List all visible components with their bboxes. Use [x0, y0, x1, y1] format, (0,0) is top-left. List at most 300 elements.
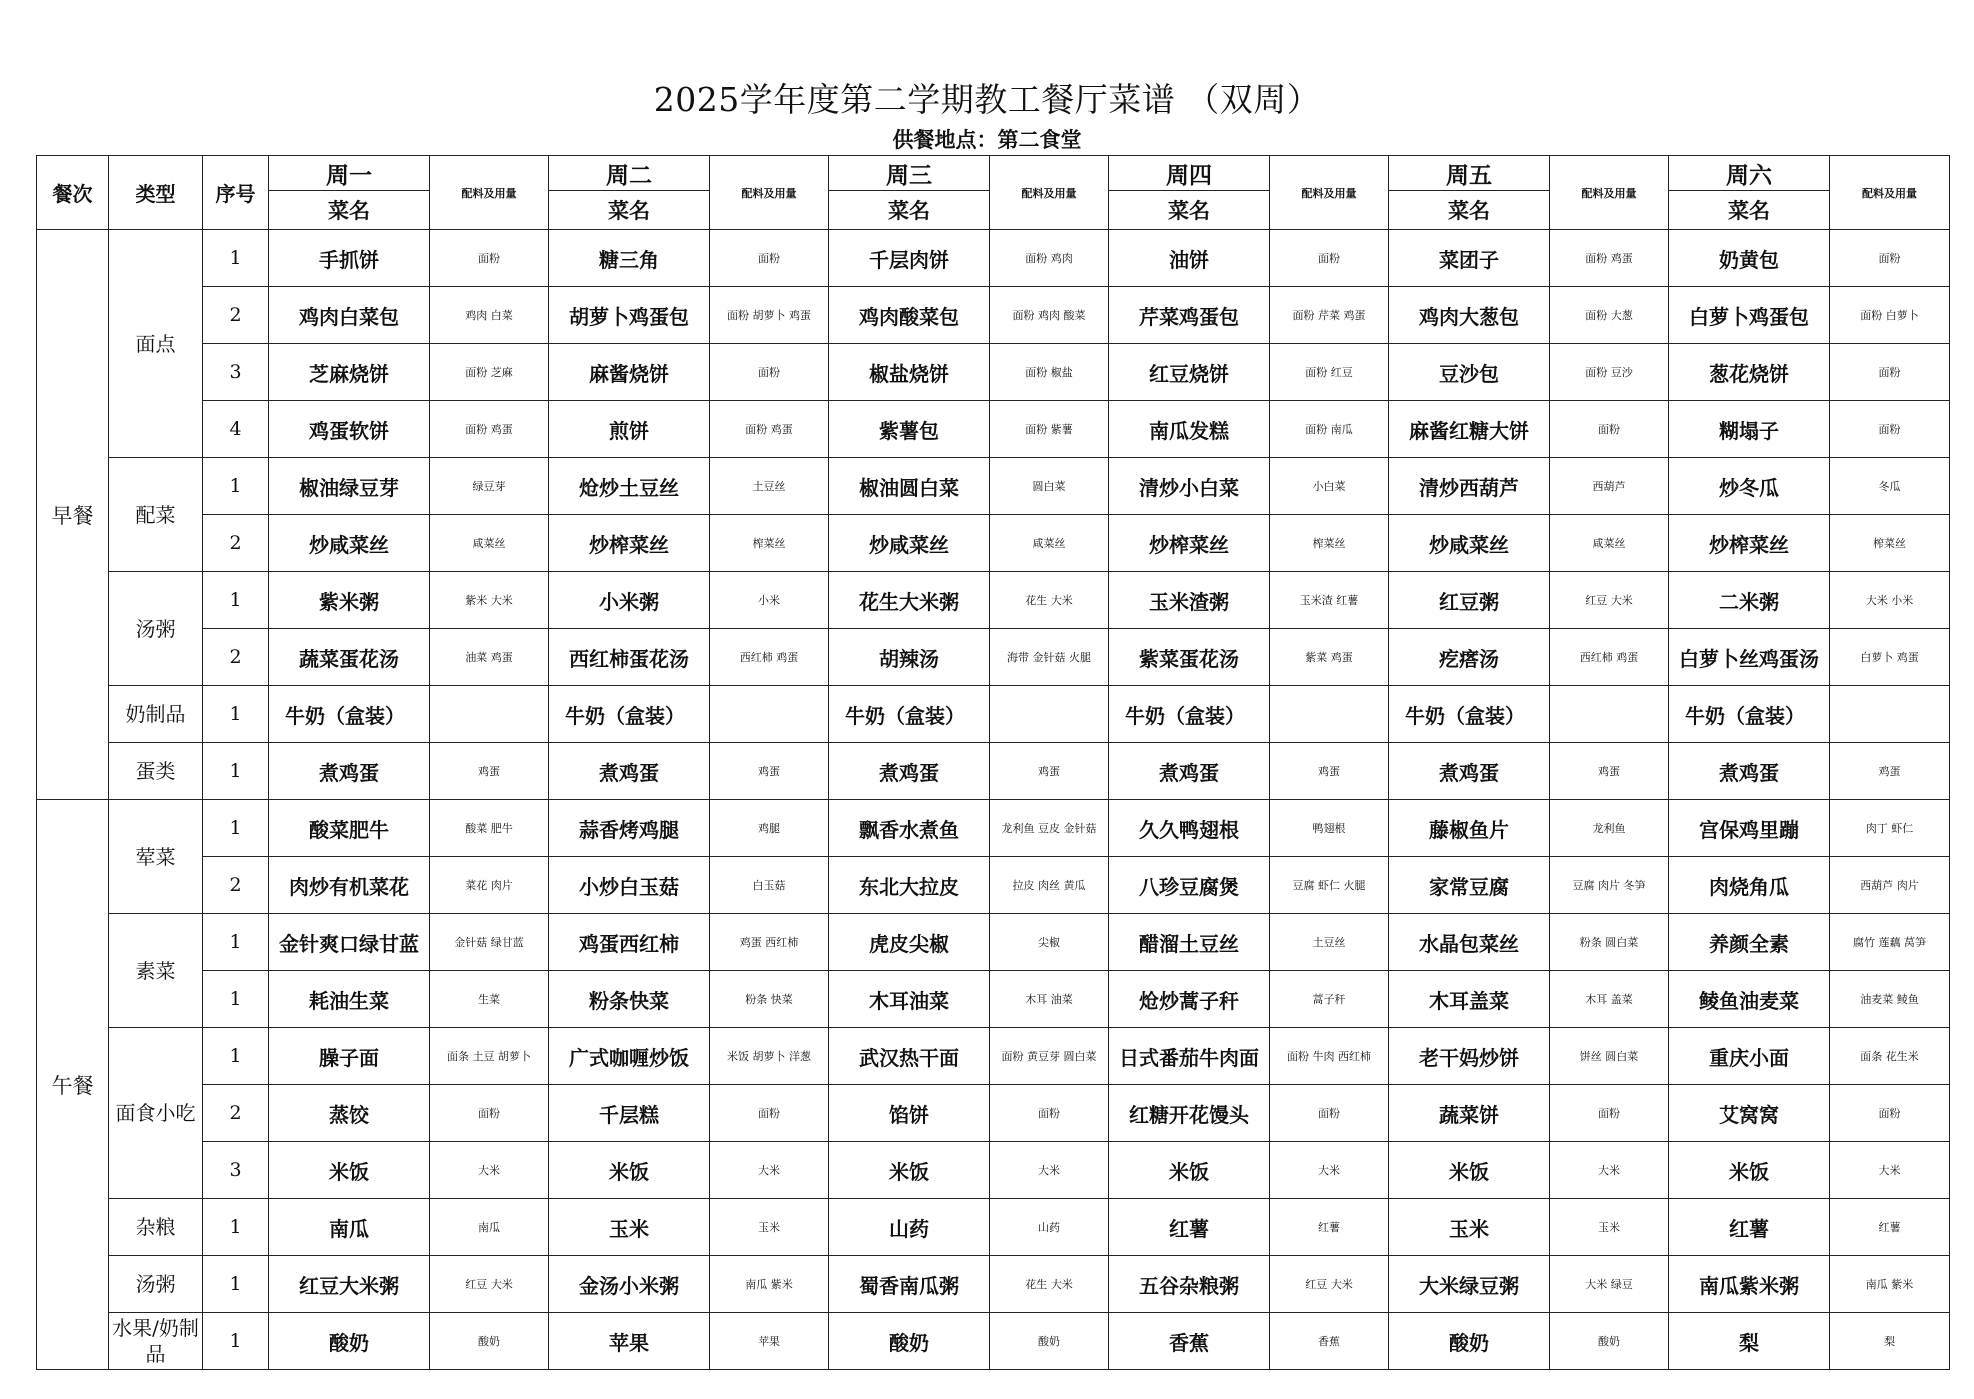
ingredients-wed: 面粉 紫薯: [990, 401, 1109, 458]
seq-number: 3: [203, 1142, 269, 1199]
ingredients-wed: 面粉: [990, 1085, 1109, 1142]
table-row: [37, 230, 1950, 287]
ingredients-wed: 花生 大米: [990, 1256, 1109, 1313]
ingredients-thu: 香蕉: [1270, 1313, 1389, 1370]
dish-name-tue: 小炒白玉菇: [549, 857, 710, 914]
ingredients-thu: 面粉: [1270, 230, 1389, 287]
dish-name-sat: 二米粥: [1669, 572, 1830, 629]
header-type: 类型: [109, 156, 203, 230]
dish-name-thu: 五谷杂粮粥: [1109, 1256, 1270, 1313]
dish-name-thu: 红薯: [1109, 1199, 1270, 1256]
dish-name-fri: 清炒西葫芦: [1389, 458, 1550, 515]
ingredients-tue: 榨菜丝: [710, 515, 829, 572]
ingredients-mon: 油菜 鸡蛋: [430, 629, 549, 686]
dish-name-tue: 麻酱烧饼: [549, 344, 710, 401]
dish-name-thu: 红糖开花馒头: [1109, 1085, 1270, 1142]
ingredients-fri: 木耳 盖菜: [1550, 971, 1669, 1028]
ingredients-tue: 面粉: [710, 1085, 829, 1142]
ingredients-thu: 土豆丝: [1270, 914, 1389, 971]
ingredients-thu: 大米: [1270, 1142, 1389, 1199]
header-row-days: [37, 156, 1950, 191]
dish-name-sat: 炒冬瓜: [1669, 458, 1830, 515]
dish-name-fri: 水晶包菜丝: [1389, 914, 1550, 971]
ingredients-sat: [1830, 686, 1950, 743]
dish-name-sat: 白萝卜丝鸡蛋汤: [1669, 629, 1830, 686]
dish-name-thu: 紫菜蛋花汤: [1109, 629, 1270, 686]
dish-name-thu: 油饼: [1109, 230, 1270, 287]
ingredients-sat: 梨: [1830, 1313, 1950, 1370]
dish-name-wed: 花生大米粥: [829, 572, 990, 629]
dish-name-wed: 山药: [829, 1199, 990, 1256]
dish-name-fri: 玉米: [1389, 1199, 1550, 1256]
table-row: [37, 914, 1950, 971]
dish-name-sat: 宫保鸡里蹦: [1669, 800, 1830, 857]
category-label: 水果/奶制品: [109, 1313, 203, 1370]
ingredients-mon: 紫米 大米: [430, 572, 549, 629]
seq-number: 3: [203, 344, 269, 401]
seq-number: 1: [203, 971, 269, 1028]
dish-name-mon: 椒油绿豆芽: [269, 458, 430, 515]
ingredients-sat: 冬瓜: [1830, 458, 1950, 515]
ingredients-fri: 龙利鱼: [1550, 800, 1669, 857]
dish-name-sat: 煮鸡蛋: [1669, 743, 1830, 800]
ingredients-sat: 面粉: [1830, 344, 1950, 401]
table-row: [37, 401, 1950, 458]
dish-name-sat: 鲮鱼油麦菜: [1669, 971, 1830, 1028]
dish-name-thu: 玉米渣粥: [1109, 572, 1270, 629]
ingredients-thu: 面粉 牛肉 西红柿: [1270, 1028, 1389, 1085]
dish-name-fri: 麻酱红糖大饼: [1389, 401, 1550, 458]
header-day-fri: 周五: [1389, 156, 1550, 191]
dish-name-sat: 米饭: [1669, 1142, 1830, 1199]
dish-name-thu: 炒榨菜丝: [1109, 515, 1270, 572]
category-label: 蛋类: [109, 743, 203, 800]
dish-name-sat: 白萝卜鸡蛋包: [1669, 287, 1830, 344]
dish-name-mon: 南瓜: [269, 1199, 430, 1256]
ingredients-mon: 面粉: [430, 1085, 549, 1142]
ingredients-thu: 小白菜: [1270, 458, 1389, 515]
ingredients-wed: 花生 大米: [990, 572, 1109, 629]
ingredients-thu: 面粉 南瓜: [1270, 401, 1389, 458]
seq-number: 4: [203, 401, 269, 458]
seq-number: 2: [203, 629, 269, 686]
ingredients-fri: [1550, 686, 1669, 743]
ingredients-fri: 饼丝 圆白菜: [1550, 1028, 1669, 1085]
header-ingredient-thu: 配料及用量: [1270, 156, 1389, 230]
dish-name-wed: 武汉热干面: [829, 1028, 990, 1085]
ingredients-fri: 大米: [1550, 1142, 1669, 1199]
ingredients-tue: 鸡蛋 西红柿: [710, 914, 829, 971]
ingredients-mon: 红豆 大米: [430, 1256, 549, 1313]
dish-name-sat: 奶黄包: [1669, 230, 1830, 287]
dish-name-sat: 梨: [1669, 1313, 1830, 1370]
ingredients-fri: 鸡蛋: [1550, 743, 1669, 800]
dish-name-fri: 藤椒鱼片: [1389, 800, 1550, 857]
ingredients-wed: 木耳 油菜: [990, 971, 1109, 1028]
header-ingredient-tue: 配料及用量: [710, 156, 829, 230]
ingredients-fri: 面粉 大葱: [1550, 287, 1669, 344]
ingredients-thu: 紫菜 鸡蛋: [1270, 629, 1389, 686]
ingredients-sat: 腐竹 莲藕 莴笋: [1830, 914, 1950, 971]
dish-name-wed: 牛奶（盒装）: [829, 686, 990, 743]
ingredients-tue: 苹果: [710, 1313, 829, 1370]
dish-name-fri: 红豆粥: [1389, 572, 1550, 629]
meal-label: 早餐: [37, 230, 109, 800]
ingredients-wed: 大米: [990, 1142, 1109, 1199]
dish-name-wed: 椒油圆白菜: [829, 458, 990, 515]
ingredients-mon: 面粉: [430, 230, 549, 287]
category-label: 杂粮: [109, 1199, 203, 1256]
ingredients-sat: 面粉: [1830, 1085, 1950, 1142]
ingredients-tue: 南瓜 紫米: [710, 1256, 829, 1313]
dish-name-sat: 葱花烧饼: [1669, 344, 1830, 401]
dish-name-thu: 芹菜鸡蛋包: [1109, 287, 1270, 344]
dish-name-tue: 煮鸡蛋: [549, 743, 710, 800]
dish-name-mon: 耗油生菜: [269, 971, 430, 1028]
ingredients-fri: 酸奶: [1550, 1313, 1669, 1370]
dish-name-fri: 米饭: [1389, 1142, 1550, 1199]
dish-name-thu: 南瓜发糕: [1109, 401, 1270, 458]
dish-name-tue: 西红柿蛋花汤: [549, 629, 710, 686]
header-dish-tue: 菜名: [549, 191, 710, 230]
dish-name-tue: 米饭: [549, 1142, 710, 1199]
ingredients-sat: 鸡蛋: [1830, 743, 1950, 800]
ingredients-sat: 白萝卜 鸡蛋: [1830, 629, 1950, 686]
ingredients-mon: 金针菇 绿甘蓝: [430, 914, 549, 971]
ingredients-fri: 面粉 豆沙: [1550, 344, 1669, 401]
dish-name-tue: 鸡蛋西红柿: [549, 914, 710, 971]
ingredients-tue: 大米: [710, 1142, 829, 1199]
ingredients-wed: 面粉 鸡肉: [990, 230, 1109, 287]
dish-name-fri: 老干妈炒饼: [1389, 1028, 1550, 1085]
ingredients-wed: 咸菜丝: [990, 515, 1109, 572]
seq-number: 1: [203, 1028, 269, 1085]
ingredients-mon: 南瓜: [430, 1199, 549, 1256]
ingredients-wed: 山药: [990, 1199, 1109, 1256]
ingredients-tue: 鸡蛋: [710, 743, 829, 800]
table-row: [37, 515, 1950, 572]
ingredients-mon: 生菜: [430, 971, 549, 1028]
dish-name-mon: 牛奶（盒装）: [269, 686, 430, 743]
ingredients-mon: 酸奶: [430, 1313, 549, 1370]
dish-name-fri: 蔬菜饼: [1389, 1085, 1550, 1142]
dish-name-wed: 紫薯包: [829, 401, 990, 458]
dish-name-mon: 炒咸菜丝: [269, 515, 430, 572]
ingredients-mon: 菜花 肉片: [430, 857, 549, 914]
ingredients-wed: 圆白菜: [990, 458, 1109, 515]
dish-name-wed: 馅饼: [829, 1085, 990, 1142]
seq-number: 1: [203, 1256, 269, 1313]
ingredients-mon: 酸菜 肥牛: [430, 800, 549, 857]
header-ingredient-fri: 配料及用量: [1550, 156, 1669, 230]
header-day-thu: 周四: [1109, 156, 1270, 191]
dish-name-mon: 煮鸡蛋: [269, 743, 430, 800]
ingredients-mon: 大米: [430, 1142, 549, 1199]
ingredients-sat: 面条 花生米: [1830, 1028, 1950, 1085]
dish-name-fri: 大米绿豆粥: [1389, 1256, 1550, 1313]
dish-name-mon: 金针爽口绿甘蓝: [269, 914, 430, 971]
dish-name-wed: 千层肉饼: [829, 230, 990, 287]
ingredients-sat: 油麦菜 鲮鱼: [1830, 971, 1950, 1028]
dish-name-tue: 小米粥: [549, 572, 710, 629]
dish-name-mon: 鸡蛋软饼: [269, 401, 430, 458]
dish-name-thu: 八珍豆腐煲: [1109, 857, 1270, 914]
ingredients-fri: 豆腐 肉片 冬笋: [1550, 857, 1669, 914]
category-label: 荤菜: [109, 800, 203, 914]
ingredients-sat: 榨菜丝: [1830, 515, 1950, 572]
ingredients-wed: 面粉 鸡肉 酸菜: [990, 287, 1109, 344]
header-day-wed: 周三: [829, 156, 990, 191]
dish-name-fri: 木耳盖菜: [1389, 971, 1550, 1028]
ingredients-fri: 西葫芦: [1550, 458, 1669, 515]
dish-name-sat: 南瓜紫米粥: [1669, 1256, 1830, 1313]
ingredients-mon: 咸菜丝: [430, 515, 549, 572]
dish-name-tue: 糖三角: [549, 230, 710, 287]
ingredients-tue: 玉米: [710, 1199, 829, 1256]
dish-name-fri: 家常豆腐: [1389, 857, 1550, 914]
dish-name-thu: 红豆烧饼: [1109, 344, 1270, 401]
dish-name-tue: 苹果: [549, 1313, 710, 1370]
dish-name-mon: 红豆大米粥: [269, 1256, 430, 1313]
ingredients-fri: 面粉: [1550, 1085, 1669, 1142]
dish-name-wed: 飘香水煮鱼: [829, 800, 990, 857]
ingredients-tue: 西红柿 鸡蛋: [710, 629, 829, 686]
ingredients-thu: 面粉 红豆: [1270, 344, 1389, 401]
table-row: [37, 287, 1950, 344]
dish-name-wed: 东北大拉皮: [829, 857, 990, 914]
dish-name-sat: 炒榨菜丝: [1669, 515, 1830, 572]
ingredients-mon: 面粉 鸡蛋: [430, 401, 549, 458]
ingredients-mon: 绿豆芽: [430, 458, 549, 515]
category-label: 配菜: [109, 458, 203, 572]
header-seq: 序号: [203, 156, 269, 230]
ingredients-thu: [1270, 686, 1389, 743]
dish-name-tue: 蒜香烤鸡腿: [549, 800, 710, 857]
category-label: 汤粥: [109, 1256, 203, 1313]
table-row: [37, 857, 1950, 914]
dish-name-thu: 煮鸡蛋: [1109, 743, 1270, 800]
ingredients-thu: 豆腐 虾仁 火腿: [1270, 857, 1389, 914]
header-ingredient-mon: 配料及用量: [430, 156, 549, 230]
seq-number: 1: [203, 230, 269, 287]
header-dish-thu: 菜名: [1109, 191, 1270, 230]
dish-name-sat: 糊塌子: [1669, 401, 1830, 458]
table-row: [37, 800, 1950, 857]
ingredients-sat: 红薯: [1830, 1199, 1950, 1256]
dish-name-mon: 手抓饼: [269, 230, 430, 287]
category-label: 素菜: [109, 914, 203, 1028]
dish-name-mon: 酸奶: [269, 1313, 430, 1370]
seq-number: 2: [203, 287, 269, 344]
ingredients-fri: 粉条 圆白菜: [1550, 914, 1669, 971]
dish-name-wed: 木耳油菜: [829, 971, 990, 1028]
dish-name-sat: 艾窝窝: [1669, 1085, 1830, 1142]
page-title: 2025学年度第二学期教工餐厅菜谱 （双周）: [653, 80, 1321, 119]
table-row: [37, 458, 1950, 515]
dish-name-sat: 养颜全素: [1669, 914, 1830, 971]
ingredients-wed: 龙利鱼 豆皮 金针菇: [990, 800, 1109, 857]
table-row: [37, 971, 1950, 1028]
seq-number: 1: [203, 800, 269, 857]
dish-name-tue: 炝炒土豆丝: [549, 458, 710, 515]
ingredients-sat: 面粉: [1830, 401, 1950, 458]
header-meal: 餐次: [37, 156, 109, 230]
ingredients-fri: 西红柿 鸡蛋: [1550, 629, 1669, 686]
table-row: [37, 629, 1950, 686]
header-day-tue: 周二: [549, 156, 710, 191]
ingredients-tue: 白玉菇: [710, 857, 829, 914]
dish-name-mon: 肉炒有机菜花: [269, 857, 430, 914]
seq-number: 2: [203, 1085, 269, 1142]
category-label: 面食小吃: [109, 1028, 203, 1199]
dish-name-tue: 牛奶（盒装）: [549, 686, 710, 743]
header-dish-fri: 菜名: [1389, 191, 1550, 230]
ingredients-mon: 面粉 芝麻: [430, 344, 549, 401]
ingredients-thu: 榨菜丝: [1270, 515, 1389, 572]
ingredients-sat: 西葫芦 肉片: [1830, 857, 1950, 914]
dish-name-thu: 炝炒蒿子秆: [1109, 971, 1270, 1028]
ingredients-fri: 玉米: [1550, 1199, 1669, 1256]
ingredients-wed: 海带 金针菇 火腿: [990, 629, 1109, 686]
ingredients-sat: 面粉: [1830, 230, 1950, 287]
ingredients-wed: 拉皮 肉丝 黄瓜: [990, 857, 1109, 914]
dish-name-mon: 米饭: [269, 1142, 430, 1199]
dish-name-tue: 金汤小米粥: [549, 1256, 710, 1313]
ingredients-thu: 面粉: [1270, 1085, 1389, 1142]
ingredients-wed: 鸡蛋: [990, 743, 1109, 800]
ingredients-thu: 玉米渣 红薯: [1270, 572, 1389, 629]
dish-name-fri: 菜团子: [1389, 230, 1550, 287]
dish-name-sat: 重庆小面: [1669, 1028, 1830, 1085]
dish-name-thu: 久久鸭翅根: [1109, 800, 1270, 857]
location-subtitle: 供餐地点：第二食堂: [892, 127, 1082, 152]
table-row: [37, 1199, 1950, 1256]
dish-name-thu: 日式番茄牛肉面: [1109, 1028, 1270, 1085]
ingredients-tue: 粉条 快菜: [710, 971, 829, 1028]
dish-name-fri: 豆沙包: [1389, 344, 1550, 401]
ingredients-wed: 酸奶: [990, 1313, 1109, 1370]
seq-number: 1: [203, 1199, 269, 1256]
ingredients-fri: 红豆 大米: [1550, 572, 1669, 629]
ingredients-sat: 面粉 白萝卜: [1830, 287, 1950, 344]
ingredients-fri: 面粉 鸡蛋: [1550, 230, 1669, 287]
ingredients-mon: 鸡肉 白菜: [430, 287, 549, 344]
table-row: [37, 572, 1950, 629]
meal-label: 午餐: [37, 800, 109, 1370]
ingredients-mon: [430, 686, 549, 743]
dish-name-wed: 胡辣汤: [829, 629, 990, 686]
ingredients-tue: 面粉 胡萝卜 鸡蛋: [710, 287, 829, 344]
dish-name-thu: 醋溜土豆丝: [1109, 914, 1270, 971]
table-row: [37, 1313, 1950, 1370]
ingredients-tue: 面粉 鸡蛋: [710, 401, 829, 458]
ingredients-fri: 大米 绿豆: [1550, 1256, 1669, 1313]
dish-name-wed: 酸奶: [829, 1313, 990, 1370]
ingredients-thu: 红豆 大米: [1270, 1256, 1389, 1313]
ingredients-thu: 蒿子秆: [1270, 971, 1389, 1028]
dish-name-wed: 椒盐烧饼: [829, 344, 990, 401]
ingredients-wed: 面粉 椒盐: [990, 344, 1109, 401]
seq-number: 2: [203, 857, 269, 914]
dish-name-tue: 粉条快菜: [549, 971, 710, 1028]
dish-name-mon: 紫米粥: [269, 572, 430, 629]
category-label: 面点: [109, 230, 203, 458]
ingredients-tue: 土豆丝: [710, 458, 829, 515]
ingredients-sat: 大米: [1830, 1142, 1950, 1199]
dish-name-sat: 牛奶（盒装）: [1669, 686, 1830, 743]
dish-name-mon: 蔬菜蛋花汤: [269, 629, 430, 686]
dish-name-fri: 炒咸菜丝: [1389, 515, 1550, 572]
ingredients-sat: 肉丁 虾仁: [1830, 800, 1950, 857]
ingredients-tue: 小米: [710, 572, 829, 629]
ingredients-tue: [710, 686, 829, 743]
seq-number: 1: [203, 686, 269, 743]
header-day-mon: 周一: [269, 156, 430, 191]
ingredients-tue: 米饭 胡萝卜 洋葱: [710, 1028, 829, 1085]
ingredients-thu: 鸭翅根: [1270, 800, 1389, 857]
ingredients-wed: [990, 686, 1109, 743]
ingredients-sat: 南瓜 紫米: [1830, 1256, 1950, 1313]
dish-name-thu: 牛奶（盒装）: [1109, 686, 1270, 743]
dish-name-fri: 鸡肉大葱包: [1389, 287, 1550, 344]
ingredients-tue: 面粉: [710, 230, 829, 287]
ingredients-thu: 红薯: [1270, 1199, 1389, 1256]
header-dish-mon: 菜名: [269, 191, 430, 230]
header-ingredient-wed: 配料及用量: [990, 156, 1109, 230]
dish-name-fri: 疙瘩汤: [1389, 629, 1550, 686]
dish-name-thu: 清炒小白菜: [1109, 458, 1270, 515]
dish-name-sat: 红薯: [1669, 1199, 1830, 1256]
dish-name-wed: 鸡肉酸菜包: [829, 287, 990, 344]
table-row: [37, 1256, 1950, 1313]
table-row: [37, 686, 1950, 743]
ingredients-mon: 面条 土豆 胡萝卜: [430, 1028, 549, 1085]
header-dish-sat: 菜名: [1669, 191, 1830, 230]
menu-table: [36, 155, 1950, 1370]
seq-number: 2: [203, 515, 269, 572]
ingredients-thu: 鸡蛋: [1270, 743, 1389, 800]
header-dish-wed: 菜名: [829, 191, 990, 230]
table-row: [37, 1142, 1950, 1199]
ingredients-sat: 大米 小米: [1830, 572, 1950, 629]
dish-name-wed: 炒咸菜丝: [829, 515, 990, 572]
category-label: 汤粥: [109, 572, 203, 686]
ingredients-fri: 面粉: [1550, 401, 1669, 458]
seq-number: 1: [203, 458, 269, 515]
ingredients-tue: 面粉: [710, 344, 829, 401]
table-row: [37, 1085, 1950, 1142]
table-row: [37, 1028, 1950, 1085]
dish-name-wed: 米饭: [829, 1142, 990, 1199]
table-row: [37, 743, 1950, 800]
dish-name-mon: 鸡肉白菜包: [269, 287, 430, 344]
dish-name-wed: 蜀香南瓜粥: [829, 1256, 990, 1313]
header-day-sat: 周六: [1669, 156, 1830, 191]
dish-name-fri: 牛奶（盒装）: [1389, 686, 1550, 743]
dish-name-tue: 炒榨菜丝: [549, 515, 710, 572]
dish-name-thu: 米饭: [1109, 1142, 1270, 1199]
dish-name-fri: 煮鸡蛋: [1389, 743, 1550, 800]
dish-name-tue: 玉米: [549, 1199, 710, 1256]
dish-name-tue: 广式咖喱炒饭: [549, 1028, 710, 1085]
dish-name-sat: 肉烧角瓜: [1669, 857, 1830, 914]
dish-name-mon: 蒸饺: [269, 1085, 430, 1142]
ingredients-wed: 面粉 黄豆芽 圆白菜: [990, 1028, 1109, 1085]
dish-name-mon: 芝麻烧饼: [269, 344, 430, 401]
dish-name-thu: 香蕉: [1109, 1313, 1270, 1370]
ingredients-thu: 面粉 芹菜 鸡蛋: [1270, 287, 1389, 344]
dish-name-mon: 臊子面: [269, 1028, 430, 1085]
